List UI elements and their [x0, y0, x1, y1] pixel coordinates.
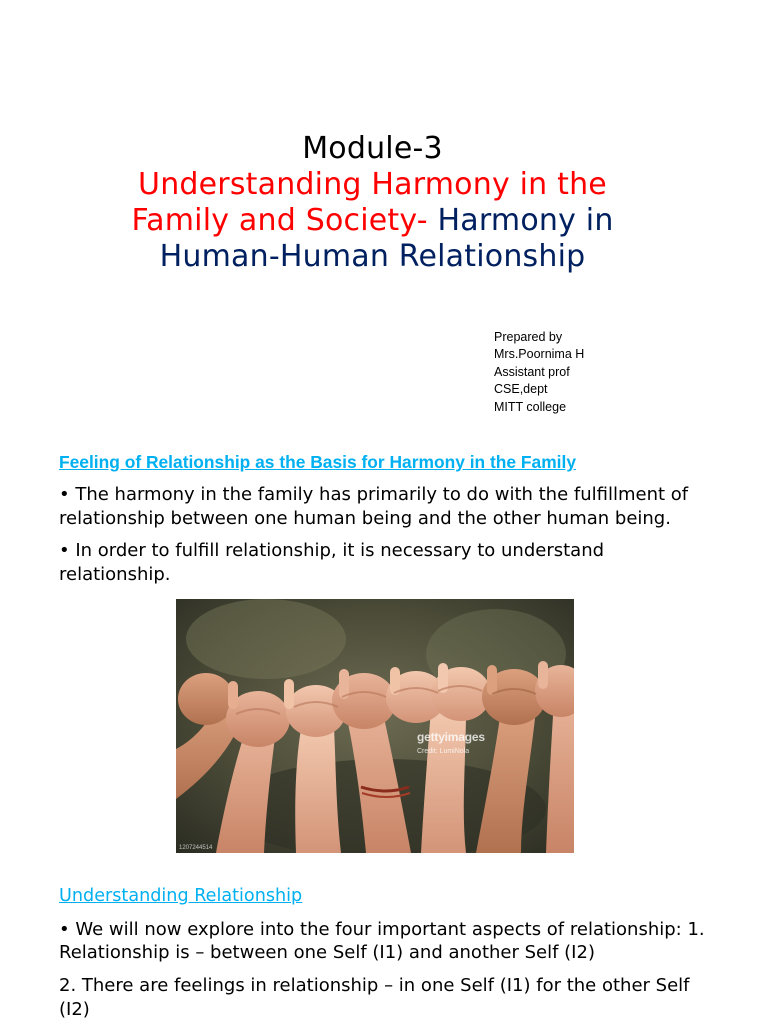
title-navy-line-2: Harmony in	[427, 203, 614, 238]
bullet-harmony-in-family: • The harmony in the family has primarily to do with the fulfillment of relationship between one human being and the other human being.	[59, 484, 689, 529]
author-department: CSE,dept	[494, 382, 548, 397]
stock-id: 1207244514	[179, 845, 213, 851]
module-title: Module-3	[302, 131, 443, 166]
section-heading-feeling-of-relationship[interactable]: Feeling of Relationship as the Basis for Harmony in the Family	[59, 452, 576, 472]
title-block	[0, 131, 745, 275]
title-red-line-2: Family and Society-	[131, 203, 428, 238]
section-heading-understanding-relationship[interactable]: Understanding Relationship	[59, 886, 303, 906]
author-name: Mrs.Poornima H	[494, 347, 585, 362]
title-line-2	[0, 203, 745, 239]
watermark-brand: gettyimages	[417, 730, 485, 744]
hands-illustration	[176, 599, 574, 853]
joined-hands-photo	[176, 599, 574, 853]
getty-watermark	[417, 732, 485, 757]
title-navy-line-3: Human-Human Relationship	[159, 239, 586, 274]
paragraph-feelings-in-relationship: 2. There are feelings in relationship – in one Self (I1) for the other Self (I2)	[59, 975, 690, 1020]
paragraph-four-aspects: • We will now explore into the four important aspects of relationship: 1. Relationship is – between one Self (I1) and another Self (I2)	[59, 919, 705, 963]
author-college: MITT college	[494, 399, 567, 414]
watermark-credit: Credit: LumiNola	[417, 748, 470, 755]
prepared-by-block	[494, 329, 584, 416]
prepared-by-label: Prepared by	[494, 330, 563, 344]
bullet-fulfill-relationship: • In order to fulfill relationship, it is necessary to understand relationship.	[59, 540, 605, 585]
title-red-line-1: Understanding Harmony in the	[138, 167, 607, 202]
author-designation: Assistant prof	[494, 364, 570, 379]
